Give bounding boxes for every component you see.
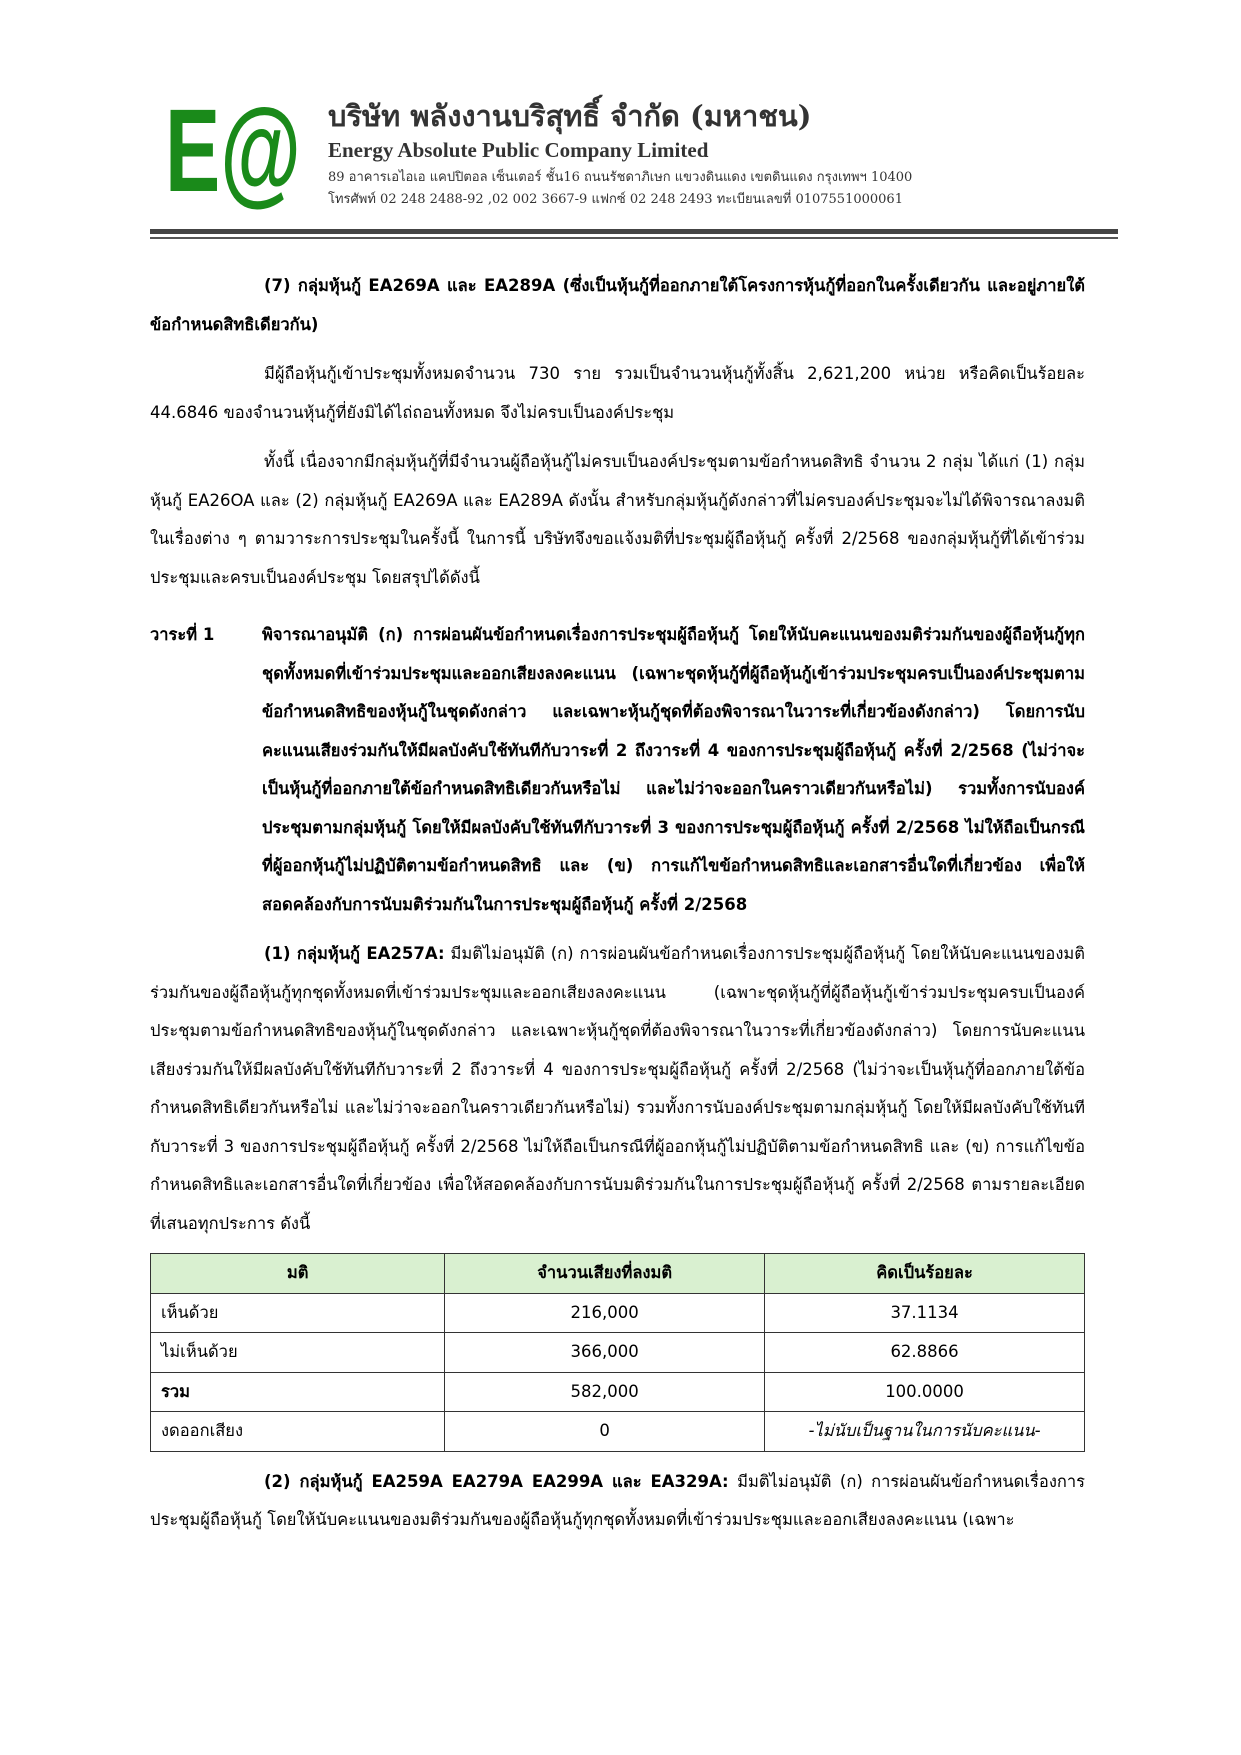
group7-quorum-paragraph: มีผู้ถือหุ้นกู้เข้าประชุมทั้งหมดจำนวน 730 ราย รวมเป็นจำนวนหุ้นกู้ทั้งสิ้น 2,621,200 หน่วย หรือคิดเป็นร้อยละ 44.6846 ของจำนวนหุ้นกู้ที่ยังมิได้ไถ่ถอนทั้งหมด จึงไม่ครบเป็นองค์ประชุม — [150, 364, 1085, 422]
agenda-label: วาระที่ 1 — [150, 625, 215, 644]
table-row — [151, 1412, 1085, 1452]
cell-percent: 62.8866 — [765, 1333, 1085, 1373]
vote-table — [150, 1253, 1085, 1452]
resolution-2-paragraph — [150, 1463, 1085, 1540]
resolution-1-paragraph — [150, 935, 1085, 1243]
group7-heading: (7) กลุ่มหุ้นกู้ EA269A และ EA289A (ซึ่งเป็นหุ้นกู้ที่ออกภายใต้โครงการหุ้นกู้ที่ออกในครั้งเดียวกัน และอยู่ภายใต้ข้อกำหนดสิทธิเดียวกัน) — [150, 276, 1085, 334]
agenda-text: พิจารณาอนุมัติ (ก) การผ่อนผันข้อกำหนดเรื่องการประชุมผู้ถือหุ้นกู้ โดยให้นับคะแนนของมติร่วมกันของผู้ถือหุ้นกู้ทุกชุดทั้งหมดที่เข้าร่วมประชุมและออกเสียงลงคะแนน (เฉพาะชุดหุ้นกู้ที่ผู้ถือหุ้นกู้เข้าร่วมประชุมครบเป็นองค์ประชุมตามข้อกำหนดสิทธิของหุ้นกู้ในชุดดังกล่าว และเฉพาะหุ้นกู้ชุดที่ต้องพิจารณาในวาระที่เกี่ยวข้องดังกล่าว) โดยการนับคะแนนเสียงร่วมกันให้มีผลบังคับใช้ทันทีกับวาระที่ 2 ถึงวาระที่ 4 ของการประชุมผู้ถือหุ้นกู้ ครั้งที่ 2/2568 (ไม่ว่าจะเป็นหุ้นกู้ที่ออกภายใต้ข้อกำหนดสิทธิเดียวกันหรือไม่ และไม่ว่าจะออกในคราวเดียวกันหรือไม่) รวมทั้งการนับองค์ประชุมตามกลุ่มหุ้นกู้ โดยให้มีผลบังคับใช้ทันทีกับวาระที่ 3 ของการประชุมผู้ถือหุ้นกู้ ครั้งที่ 2/2568 ไม่ให้ถือเป็นกรณีที่ผู้ออกหุ้นกู้ไม่ปฏิบัติตามข้อกำหนดสิทธิ และ (ข) การแก้ไขข้อกำหนดสิทธิและเอกสารอื่นใดที่เกี่ยวข้อง เพื่อให้สอดคล้องกับการนับมติร่วมกันในการประชุมผู้ถือหุ้นกู้ ครั้งที่ 2/2568 — [262, 625, 1085, 914]
document-body — [150, 267, 1085, 1540]
cell-percent: -ไม่นับเป็นฐานในการนับคะแนน- — [765, 1412, 1085, 1452]
cell-votes: 216,000 — [445, 1293, 765, 1333]
cell-votes: 366,000 — [445, 1333, 765, 1373]
letterhead — [328, 98, 1088, 211]
cell-resolution: งดออกเสียง — [151, 1412, 445, 1452]
table-row-total — [151, 1372, 1085, 1412]
resolution-2-label: (2) กลุ่มหุ้นกู้ EA259A EA279A EA299A และ EA329A: — [264, 1471, 729, 1491]
header-percent: คิดเป็นร้อยละ — [765, 1254, 1085, 1294]
cell-percent: 37.1134 — [765, 1293, 1085, 1333]
agenda-item-1 — [150, 616, 1085, 924]
header-resolution: มติ — [151, 1254, 445, 1294]
resolution-1-text: มีมติไม่อนุมัติ (ก) การผ่อนผันข้อกำหนดเรื่องการประชุมผู้ถือหุ้นกู้ โดยให้นับคะแนนของมติร่วมกันของผู้ถือหุ้นกู้ทุกชุดทั้งหมดที่เข้าร่วมประชุมและออกเสียงลงคะแนน (เฉพาะชุดหุ้นกู้ที่ผู้ถือหุ้นกู้เข้าร่วมประชุมครบเป็นองค์ประชุมตามข้อกำหนดสิทธิของหุ้นกู้ในชุดดังกล่าว และเฉพาะหุ้นกู้ชุดที่ต้องพิจารณาในวาระที่เกี่ยวข้องดังกล่าว) โดยการนับคะแนนเสียงร่วมกันให้มีผลบังคับใช้ทันทีกับวาระที่ 2 ถึงวาระที่ 4 ของการประชุมผู้ถือหุ้นกู้ ครั้งที่ 2/2568 (ไม่ว่าจะเป็นหุ้นกู้ที่ออกภายใต้ข้อกำหนดสิทธิเดียวกันหรือไม่ และไม่ว่าจะออกในคราวเดียวกันหรือไม่) รวมทั้งการนับองค์ประชุมตามกลุ่มหุ้นกู้ โดยให้มีผลบังคับใช้ทันทีกับวาระที่ 3 ของการประชุมผู้ถือหุ้นกู้ ครั้งที่ 2/2568 ไม่ให้ถือเป็นกรณีที่ผู้ออกหุ้นกู้ไม่ปฏิบัติตามข้อกำหนดสิทธิ และ (ข) การแก้ไขข้อกำหนดสิทธิและเอกสารอื่นใดที่เกี่ยวข้อง เพื่อให้สอดคล้องกับการนับมติร่วมกันในการประชุมผู้ถือหุ้นกู้ ครั้งที่ 2/2568 ตามรายละเอียดที่เสนอทุกประการ ดังนี้ — [150, 944, 1085, 1233]
resolution-1-label: (1) กลุ่มหุ้นกู้ EA257A: — [264, 944, 445, 963]
header-divider-thin — [150, 237, 1118, 239]
company-name-english: Energy Absolute Public Company Limited — [328, 138, 709, 162]
vote-table-header-row — [151, 1254, 1085, 1294]
cell-votes: 0 — [445, 1412, 765, 1452]
logo-text: E@ — [165, 85, 301, 217]
summary-paragraph: ทั้งนี้ เนื่องจากมีกลุ่มหุ้นกู้ที่มีจำนวนผู้ถือหุ้นกู้ไม่ครบเป็นองค์ประชุมตามข้อกำหนดสิทธิ จำนวน 2 กลุ่ม ได้แก่ (1) กลุ่มหุ้นกู้ EA26OA และ (2) กลุ่มหุ้นกู้ EA269A และ EA289A ดังนั้น สำหรับกลุ่มหุ้นกู้ดังกล่าวที่ไม่ครบองค์ประชุมจะไม่ได้พิจารณาลงมติในเรื่องต่าง ๆ ตามวาระการประชุมในครั้งนี้ ในการนี้ บริษัทจึงขอแจ้งมติที่ประชุมผู้ถือหุ้นกู้ ครั้งที่ 2/2568 ของกลุ่มหุ้นกู้ที่ได้เข้าร่วมประชุมและครบเป็นองค์ประชุม โดยสรุปได้ดังนี้ — [150, 452, 1085, 587]
company-address: 89 อาคารเอไอเอ แคปปิตอล เซ็นเตอร์ ชั้น16 ถนนรัชดาภิเษก แขวงดินแดง เขตดินแดง กรุงเทพฯ 10400 — [328, 170, 913, 185]
table-row — [151, 1293, 1085, 1333]
header-divider-thick — [150, 229, 1118, 234]
cell-resolution: เห็นด้วย — [151, 1293, 445, 1333]
company-logo — [163, 85, 303, 217]
company-name-thai: บริษัท พลังงานบริสุทธิ์ จำกัด (มหาชน) — [328, 99, 812, 133]
cell-resolution: รวม — [151, 1372, 445, 1412]
header-votes: จำนวนเสียงที่ลงมติ — [445, 1254, 765, 1294]
cell-votes: 582,000 — [445, 1372, 765, 1412]
table-row — [151, 1333, 1085, 1373]
resolution-2-text: มีมติไม่อนุมัติ (ก) การผ่อนผันข้อกำหนดเรื่องการประชุมผู้ถือหุ้นกู้ โดยให้นับคะแนนของมติร่วมกันของผู้ถือหุ้นกู้ทุกชุดทั้งหมดที่เข้าร่วมประชุมและออกเสียงลงคะแนน (เฉพาะ — [150, 1471, 1085, 1529]
company-contact: โทรศัพท์ 02 248 2488-92 ,02 002 3667-9 แฟกซ์ 02 248 2493 ทะเบียนเลขที่ 0107551000061 — [328, 192, 903, 207]
cell-resolution: ไม่เห็นด้วย — [151, 1333, 445, 1373]
cell-percent: 100.0000 — [765, 1372, 1085, 1412]
